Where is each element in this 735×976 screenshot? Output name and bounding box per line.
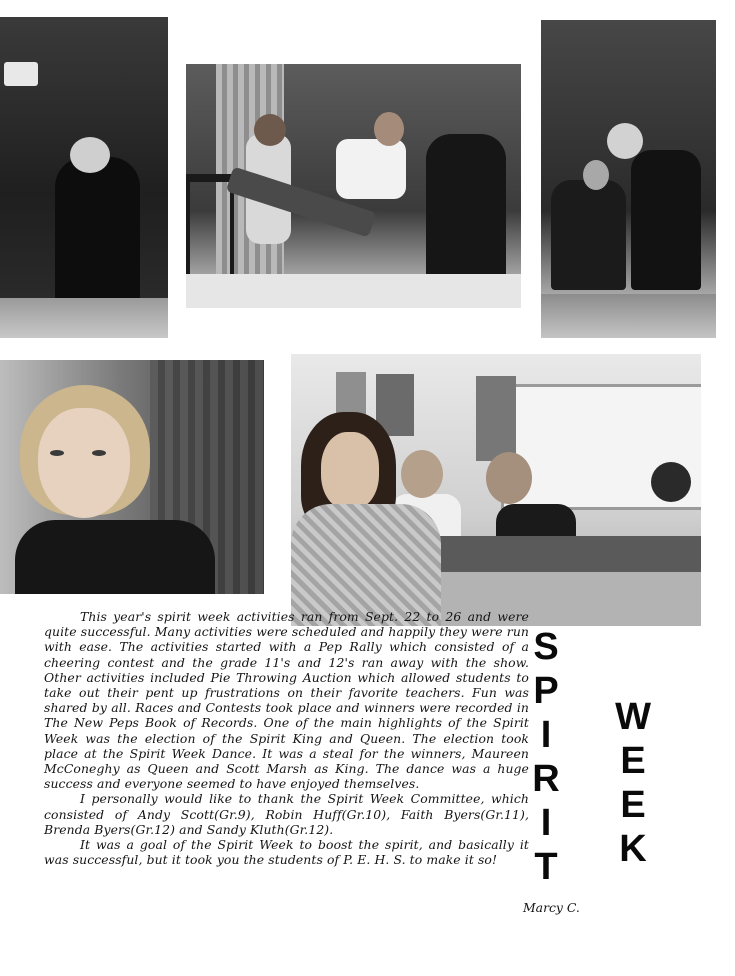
costumed-figure <box>551 180 626 290</box>
title-letter: I <box>540 802 552 844</box>
classroom-photo <box>291 354 701 626</box>
title-letter: S <box>533 626 559 668</box>
blonde-figure <box>631 150 701 290</box>
lunging-boy-body <box>336 139 406 199</box>
standing-girl-head <box>254 114 286 146</box>
student-head <box>401 450 443 498</box>
title-letter: P <box>533 670 559 712</box>
left-eye <box>50 450 64 456</box>
bulletin-board <box>476 376 516 461</box>
blonde-figure-head <box>607 123 643 159</box>
right-eye <box>92 450 106 456</box>
spirit-title <box>526 628 566 892</box>
costumed-figure <box>55 157 140 307</box>
article-paragraph: I personally would like to thank the Spirit Week Committee, which consisted of Andy Scott(Gr.9), Robin Huff(Gr.10), Faith Byers(Gr.11), Brenda Byers(Gr.12) and Sandy Kluth(Gr.12). <box>44 791 529 837</box>
portrait-photo <box>0 360 264 594</box>
title-letter: R <box>532 758 560 800</box>
student-head <box>651 462 691 502</box>
title-letter: W <box>615 696 651 738</box>
garbage-bag-costume <box>426 134 506 284</box>
dark-shirt <box>15 520 215 594</box>
girl-face <box>321 432 379 510</box>
desk <box>431 536 701 576</box>
title-letter: I <box>540 714 552 756</box>
stage-floor <box>541 294 716 338</box>
article-paragraph: This year's spirit week activities ran from Sept. 22 to 26 and were quite successful. Many activities were scheduled and happily they were run with ease. The activities started with a Pep Rally which consisted of a cheering contest and the grade 11's and 12's ran away with the show. Other activities included Pie Throwing Auction which allowed students to take out their pent up frustrations on their favorite teachers. Fun was shared by all. Races and Contests took place and winners were recorded in The New Peps Book of Records. One of the main highlights of the Spirit Week was the election of the Spirit King and Queen. The election took place at the Spirit Week Dance. It was a steal for the winners, Maureen McConeghy as Queen and Scott Marsh as King. The dance was a huge success and everyone seemed to have enjoyed themselves. <box>44 609 529 792</box>
title-letter: T <box>534 846 558 888</box>
figure-head <box>70 137 110 173</box>
stage-floor <box>0 298 168 338</box>
pie-throwing-photo <box>186 64 521 308</box>
figure-head <box>583 160 609 190</box>
article-body <box>44 609 529 867</box>
title-letter: E <box>620 740 646 782</box>
student-head-sunglasses <box>486 452 532 504</box>
stage-photo-right <box>541 20 716 338</box>
author-signature: Marcy C. <box>523 900 580 915</box>
face <box>38 408 130 518</box>
girl-plaid-shirt <box>291 504 441 626</box>
lunging-boy-head <box>374 112 404 146</box>
week-title <box>610 698 656 874</box>
title-letter: K <box>619 828 647 870</box>
stage-photo-left <box>0 17 168 338</box>
stage-floor <box>186 274 521 308</box>
article-paragraph: It was a goal of the Spirit Week to boost the spirit, and basically it was successful, but it took you the students of P. E. H. S. to make it so! <box>44 837 529 868</box>
stage-light <box>4 62 38 86</box>
title-letter: E <box>620 784 646 826</box>
